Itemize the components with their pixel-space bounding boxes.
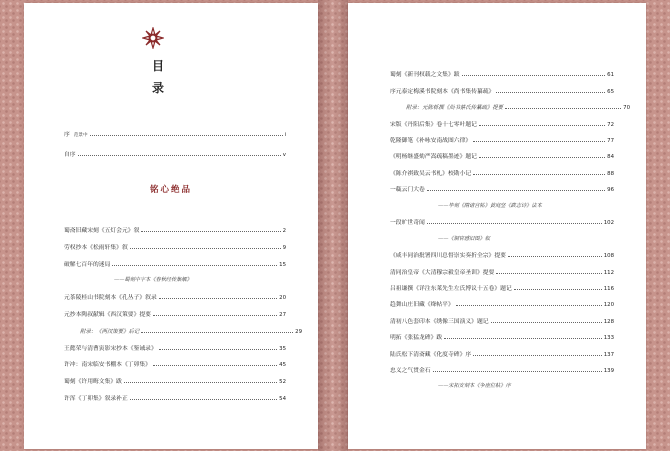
- toc-entry[interactable]: [64, 226, 286, 235]
- toc-subtitle-note: ——宋拓安刻本《争座位帖》序: [438, 383, 511, 389]
- toc-page-number: 116: [603, 286, 614, 292]
- leader-dots: [130, 243, 281, 249]
- toc-page-number: i: [284, 132, 286, 138]
- toc-page-number: 133: [603, 335, 614, 341]
- leader-dots: [514, 284, 602, 290]
- toc-page-number: 15: [279, 262, 286, 268]
- toc-page-number: 45: [279, 362, 286, 368]
- toc-entry[interactable]: [390, 87, 614, 96]
- toc-subtitle-note: ——《铜官感旧图》叙: [438, 236, 490, 242]
- toc-entry-title: 蜀刻《新刊权载之文集》跋: [390, 72, 460, 78]
- toc-entry-title: 序: [64, 132, 70, 138]
- toc-page-number: 120: [603, 302, 614, 308]
- leader-dots: [473, 169, 605, 175]
- toc-page-number: 54: [279, 396, 286, 402]
- right-page: [348, 3, 646, 449]
- toc-entry-title: 序元泰定梅溪书院刻本《尚书集传纂疏》: [390, 89, 495, 95]
- toc-page-number: 137: [603, 352, 614, 358]
- toc-entry-author: 范景中: [73, 133, 88, 138]
- toc-page-number: 112: [603, 270, 614, 276]
- toc-entry-title: 趋舞山庄旧藏《绛帖平》: [390, 302, 454, 308]
- toc-entry-title: 宋版《丹阳后集》卷十七零叶题记: [390, 122, 477, 128]
- toc-page-number: 61: [607, 72, 614, 78]
- toc-entry[interactable]: [390, 185, 614, 194]
- section-title: 铭心绝品: [149, 185, 192, 195]
- toc-entry-title: 清初八色套印本《绣像三国演义》题记: [390, 319, 489, 325]
- leader-dots: [90, 130, 283, 136]
- toc-entry-title: 自序: [64, 152, 76, 158]
- toc-page-number: 84: [607, 154, 614, 160]
- toc-entry-title: 陆氏松下清斋藏《化度寺碑》序: [390, 352, 472, 358]
- leader-dots: [427, 218, 602, 224]
- toc-entry-title: 一瓻云门大卷: [390, 187, 425, 193]
- toc-entry[interactable]: [390, 70, 614, 79]
- toc-page-number: 108: [603, 253, 614, 259]
- toc-page-number: 2: [282, 228, 286, 234]
- leader-dots: [159, 344, 277, 350]
- toc-entry[interactable]: [390, 366, 614, 375]
- toc-entry[interactable]: [64, 344, 286, 353]
- toc-entry-title: 《咸丰同治批署四川总督崇实奏折全宗》提要: [390, 253, 506, 259]
- toc-entry-title: 王懿荣与清曹寅影宋抄本《鉴诫录》: [64, 346, 157, 352]
- page-title-char-2: 录: [152, 81, 165, 95]
- toc-subtitle-note: ——毕刻《隋诸宫帖》黄庭坚《跋志诗》法本: [438, 203, 542, 209]
- leader-dots: [78, 150, 281, 156]
- toc-entry-title: 许冲：南宋临安书棚本《丁卯集》: [64, 362, 151, 368]
- toc-entry[interactable]: [64, 327, 302, 336]
- toc-page-number: 77: [607, 138, 614, 144]
- toc-entry[interactable]: [390, 284, 614, 293]
- toc-entry[interactable]: [390, 103, 630, 112]
- toc-entry-title: 元抄本陶叔献辑《西汉策要》提要: [64, 312, 151, 318]
- book-spine: [318, 0, 348, 451]
- toc-entry-title: 忠义之气贯金石: [390, 368, 431, 374]
- leader-dots: [141, 327, 293, 333]
- toc-entry-title: 劳权抄本《松雨轩集》叙: [64, 245, 128, 251]
- toc-page-number: 9: [282, 245, 286, 251]
- toc-entry-title: 《陈介祺致吴云书札》校勘小记: [390, 171, 472, 177]
- lotus-ornament-icon: [142, 27, 164, 49]
- toc-page-number: 96: [607, 187, 614, 193]
- toc-entry-title: 清同治皇帝《大清穆宗毅皇帝圣训》提要: [390, 270, 495, 276]
- toc-entry-title: 附录：元陈栎撰《尚书蔡氏传纂疏》提要: [406, 105, 504, 111]
- toc-entry[interactable]: [64, 394, 286, 403]
- leader-dots: [456, 300, 602, 306]
- toc-entry[interactable]: [390, 333, 614, 342]
- toc-page-number: 35: [279, 346, 286, 352]
- toc-entry[interactable]: [390, 169, 614, 178]
- toc-page-number: 72: [607, 122, 614, 128]
- toc-page-number: 20: [279, 295, 286, 301]
- toc-entry[interactable]: [390, 152, 614, 161]
- leader-dots: [479, 120, 605, 126]
- leader-dots: [130, 394, 277, 400]
- leader-dots: [427, 185, 605, 191]
- leader-dots: [496, 268, 601, 274]
- toc-entry[interactable]: [64, 377, 286, 386]
- toc-page-number: 65: [607, 89, 614, 95]
- toc-entry-title: 乾隆御笔《补咏安南战图六律》: [390, 138, 472, 144]
- toc-entry[interactable]: [64, 310, 286, 319]
- toc-entry-title: 蜀刻《许用晦文集》跋: [64, 379, 122, 385]
- toc-entry[interactable]: [64, 150, 286, 159]
- toc-entry[interactable]: [390, 300, 614, 309]
- leader-dots: [124, 377, 277, 383]
- toc-page-number: v: [282, 152, 286, 158]
- toc-entry[interactable]: [390, 136, 614, 145]
- toc-entry-title: 《明杨继盛劾严嵩疏稿墨迹》题记: [390, 154, 477, 160]
- toc-entry-title: 附录：《两汉策要》后记: [80, 329, 140, 335]
- page-title-char-1: 目: [152, 59, 165, 73]
- toc-page-number: 29: [295, 329, 302, 335]
- toc-entry[interactable]: [64, 260, 286, 269]
- toc-subtitle-note: ——蜀刻中字本《春秋经传集解》: [114, 277, 192, 283]
- leader-dots: [496, 87, 605, 93]
- leader-dots: [479, 152, 605, 158]
- leader-dots: [159, 293, 277, 299]
- toc-page-number: 139: [603, 368, 614, 374]
- leader-dots: [433, 366, 602, 372]
- toc-entry-title: 许浑《丁卯集》叙录补正: [64, 396, 128, 402]
- leader-dots: [462, 70, 606, 76]
- toc-entry[interactable]: [390, 120, 614, 129]
- leader-dots: [444, 333, 602, 339]
- leader-dots: [112, 260, 277, 266]
- leader-dots: [505, 103, 621, 109]
- toc-entry[interactable]: [390, 218, 614, 227]
- leader-dots: [153, 360, 277, 366]
- toc-page-number: 70: [623, 105, 630, 111]
- toc-entry[interactable]: [390, 317, 614, 326]
- toc-entry[interactable]: [64, 293, 286, 302]
- leader-dots: [473, 350, 602, 356]
- leader-dots: [508, 251, 602, 257]
- toc-page-number: 128: [603, 319, 614, 325]
- toc-page-number: 27: [279, 312, 286, 318]
- toc-entry[interactable]: [390, 350, 614, 359]
- toc-entry[interactable]: [390, 268, 614, 277]
- toc-entry[interactable]: [64, 360, 286, 369]
- leader-dots: [153, 310, 277, 316]
- toc-entry[interactable]: [390, 251, 614, 260]
- toc-entry[interactable]: [64, 130, 286, 139]
- leader-dots: [491, 317, 602, 323]
- leader-dots: [141, 226, 280, 232]
- toc-entry-title: 蜀斋旧藏宋刻《五灯会元》叙: [64, 228, 140, 234]
- toc-entry-title: 吕祖谦撰《详注东莱先生左氏博议十五卷》题记: [390, 286, 512, 292]
- toc-entry-title: 元茶陵桂山书院刻本《孔丛子》叙录: [64, 295, 157, 301]
- toc-entry-title: 一段旷世奇闻: [390, 220, 425, 226]
- toc-page-number: 102: [603, 220, 614, 226]
- toc-page-number: 88: [607, 171, 614, 177]
- left-page: [24, 3, 318, 449]
- leader-dots: [473, 136, 605, 142]
- toc-entry[interactable]: [64, 243, 286, 252]
- toc-page-number: 52: [279, 379, 286, 385]
- toc-entry-title: 明拓《张猛龙碑》跋: [390, 335, 443, 341]
- toc-entry-title: 破解七百年的迷局: [64, 262, 111, 268]
